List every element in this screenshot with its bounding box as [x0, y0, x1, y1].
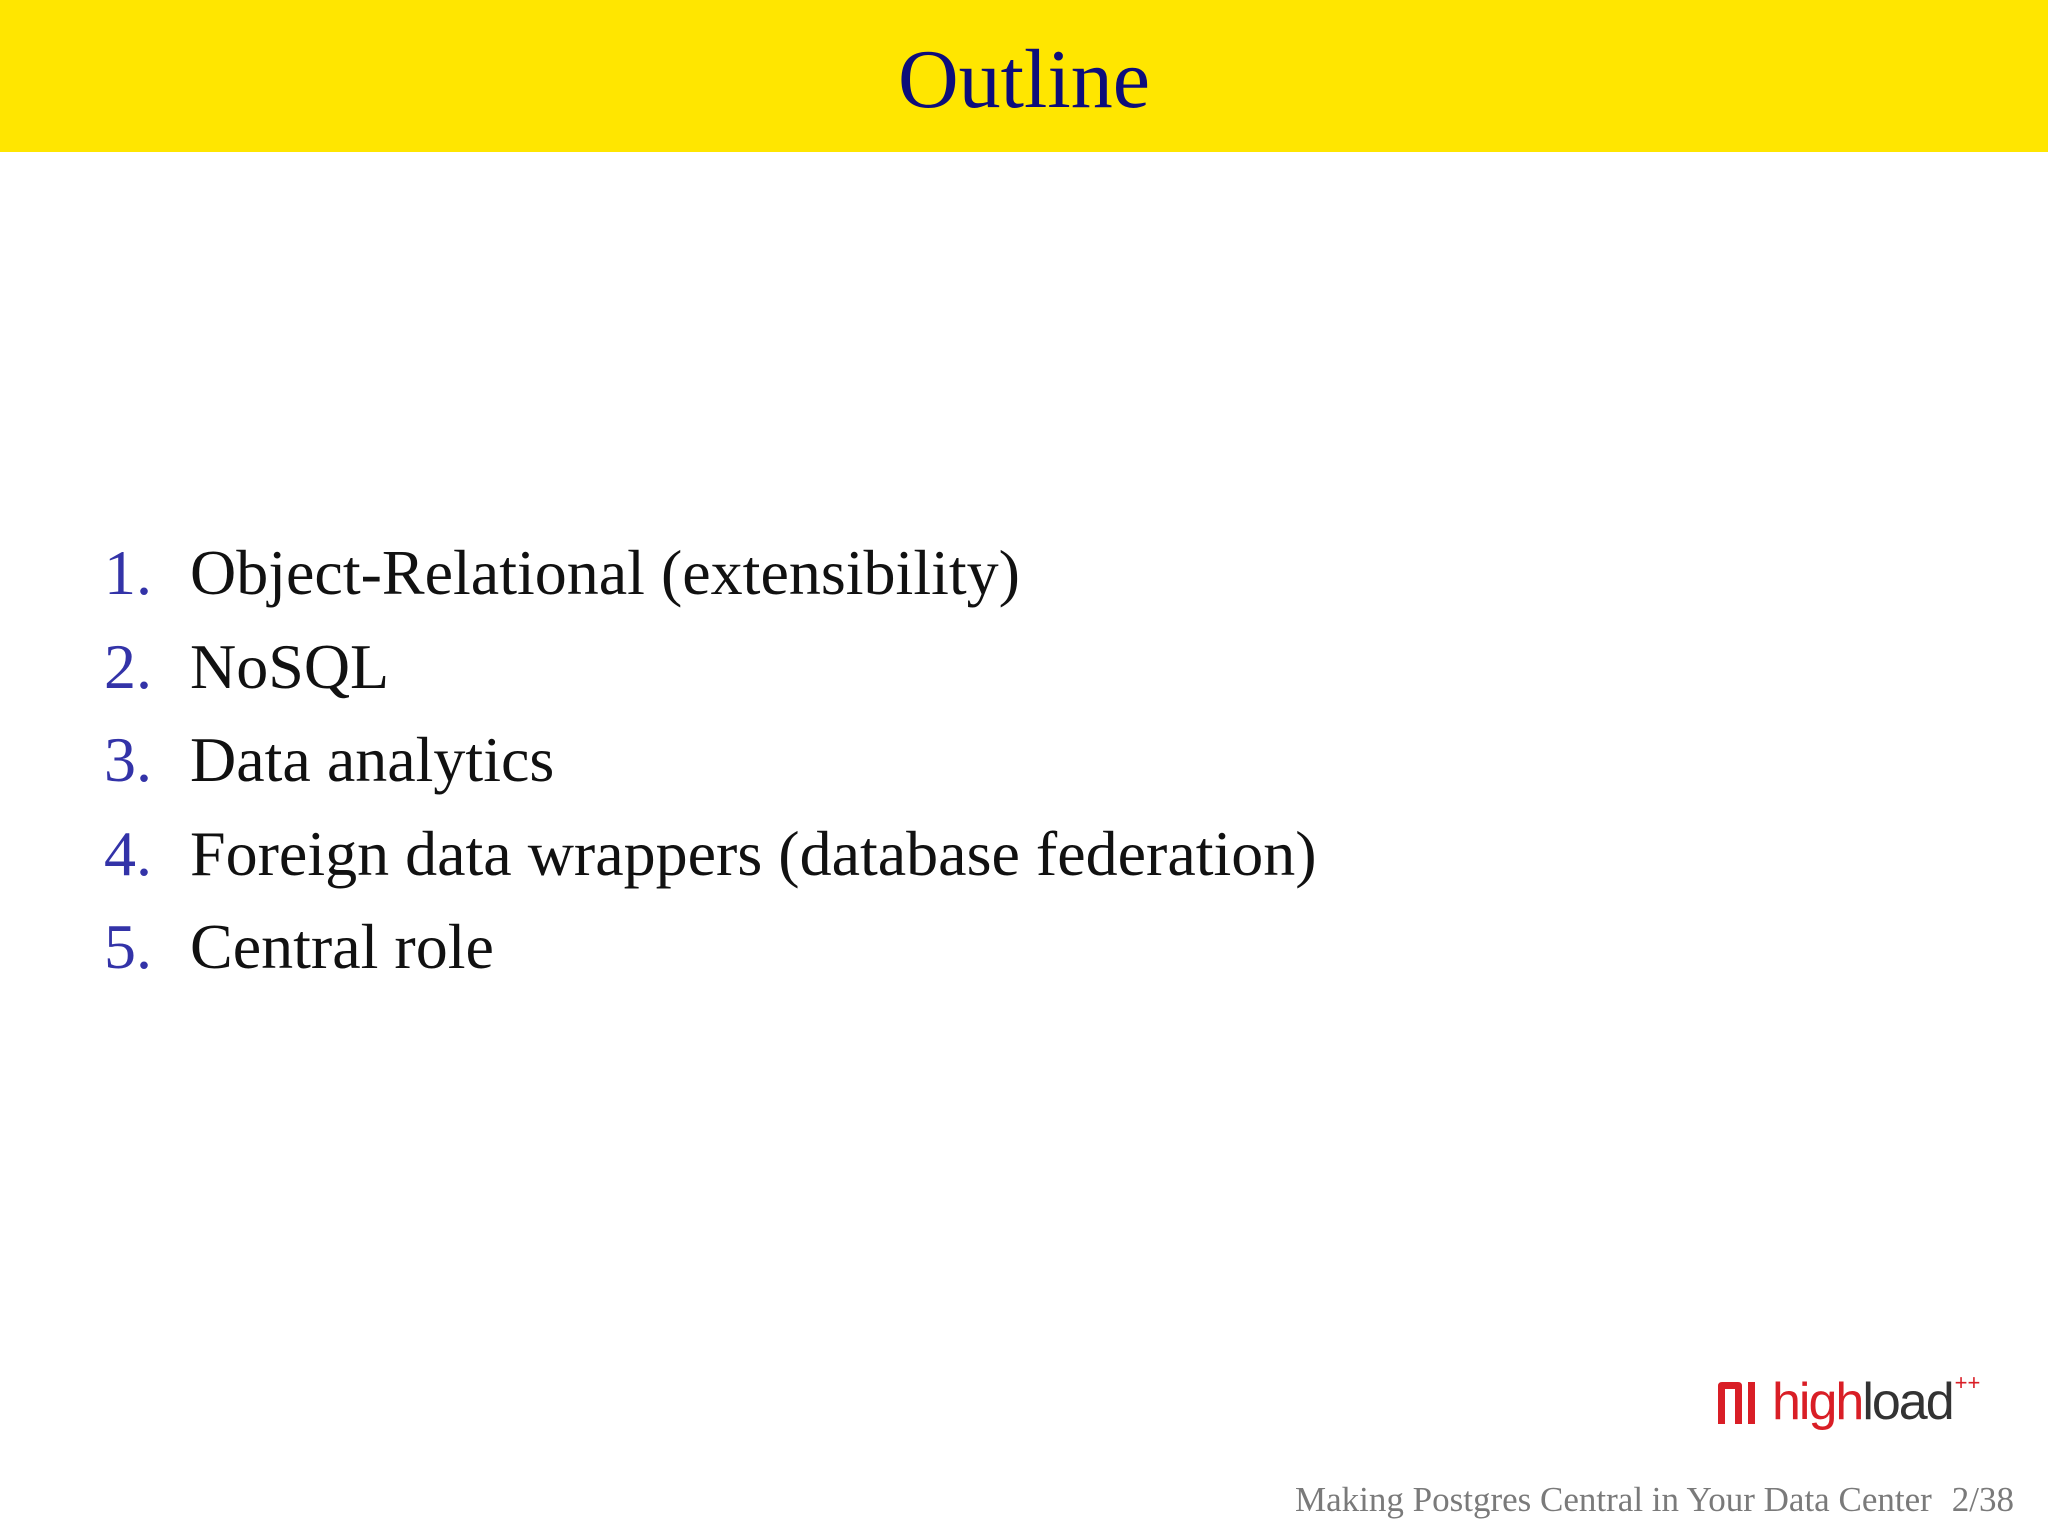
outline-item-4: [104, 813, 1317, 907]
footer: [1295, 1478, 2014, 1522]
item-label: Central role: [190, 911, 494, 982]
slide-title: Outline: [898, 33, 1150, 126]
item-number: 4.: [104, 817, 152, 889]
logo-superscript: ++: [1954, 1370, 1981, 1395]
logo-word-load: load: [1862, 1373, 1953, 1431]
highload-logo: [1718, 1370, 1981, 1434]
item-number: 2.: [104, 630, 152, 702]
outline-item-5: [104, 906, 1317, 1000]
logo-wordmark: [1772, 1374, 1953, 1430]
footer-presentation-title: Making Postgres Central in Your Data Center: [1295, 1480, 1932, 1519]
item-number: 5.: [104, 911, 152, 982]
item-label: Data analytics: [190, 724, 555, 795]
outline-item-3: [104, 719, 1317, 813]
footer-page-number: 2/38: [1951, 1480, 2014, 1519]
outline-item-1: [104, 532, 1317, 626]
item-label: Foreign data wrappers (database federation): [190, 817, 1317, 889]
item-label: NoSQL: [190, 630, 390, 702]
item-number: 1.: [104, 537, 152, 608]
item-number: 3.: [104, 724, 152, 795]
outline-item-2: [104, 626, 1317, 720]
title-bar: [0, 0, 2048, 152]
item-label: Object-Relational (extensibility): [190, 537, 1020, 608]
outline-list: [104, 532, 1317, 1000]
highload-logo-icon: [1718, 1382, 1764, 1424]
logo-word-high: high: [1772, 1373, 1863, 1431]
